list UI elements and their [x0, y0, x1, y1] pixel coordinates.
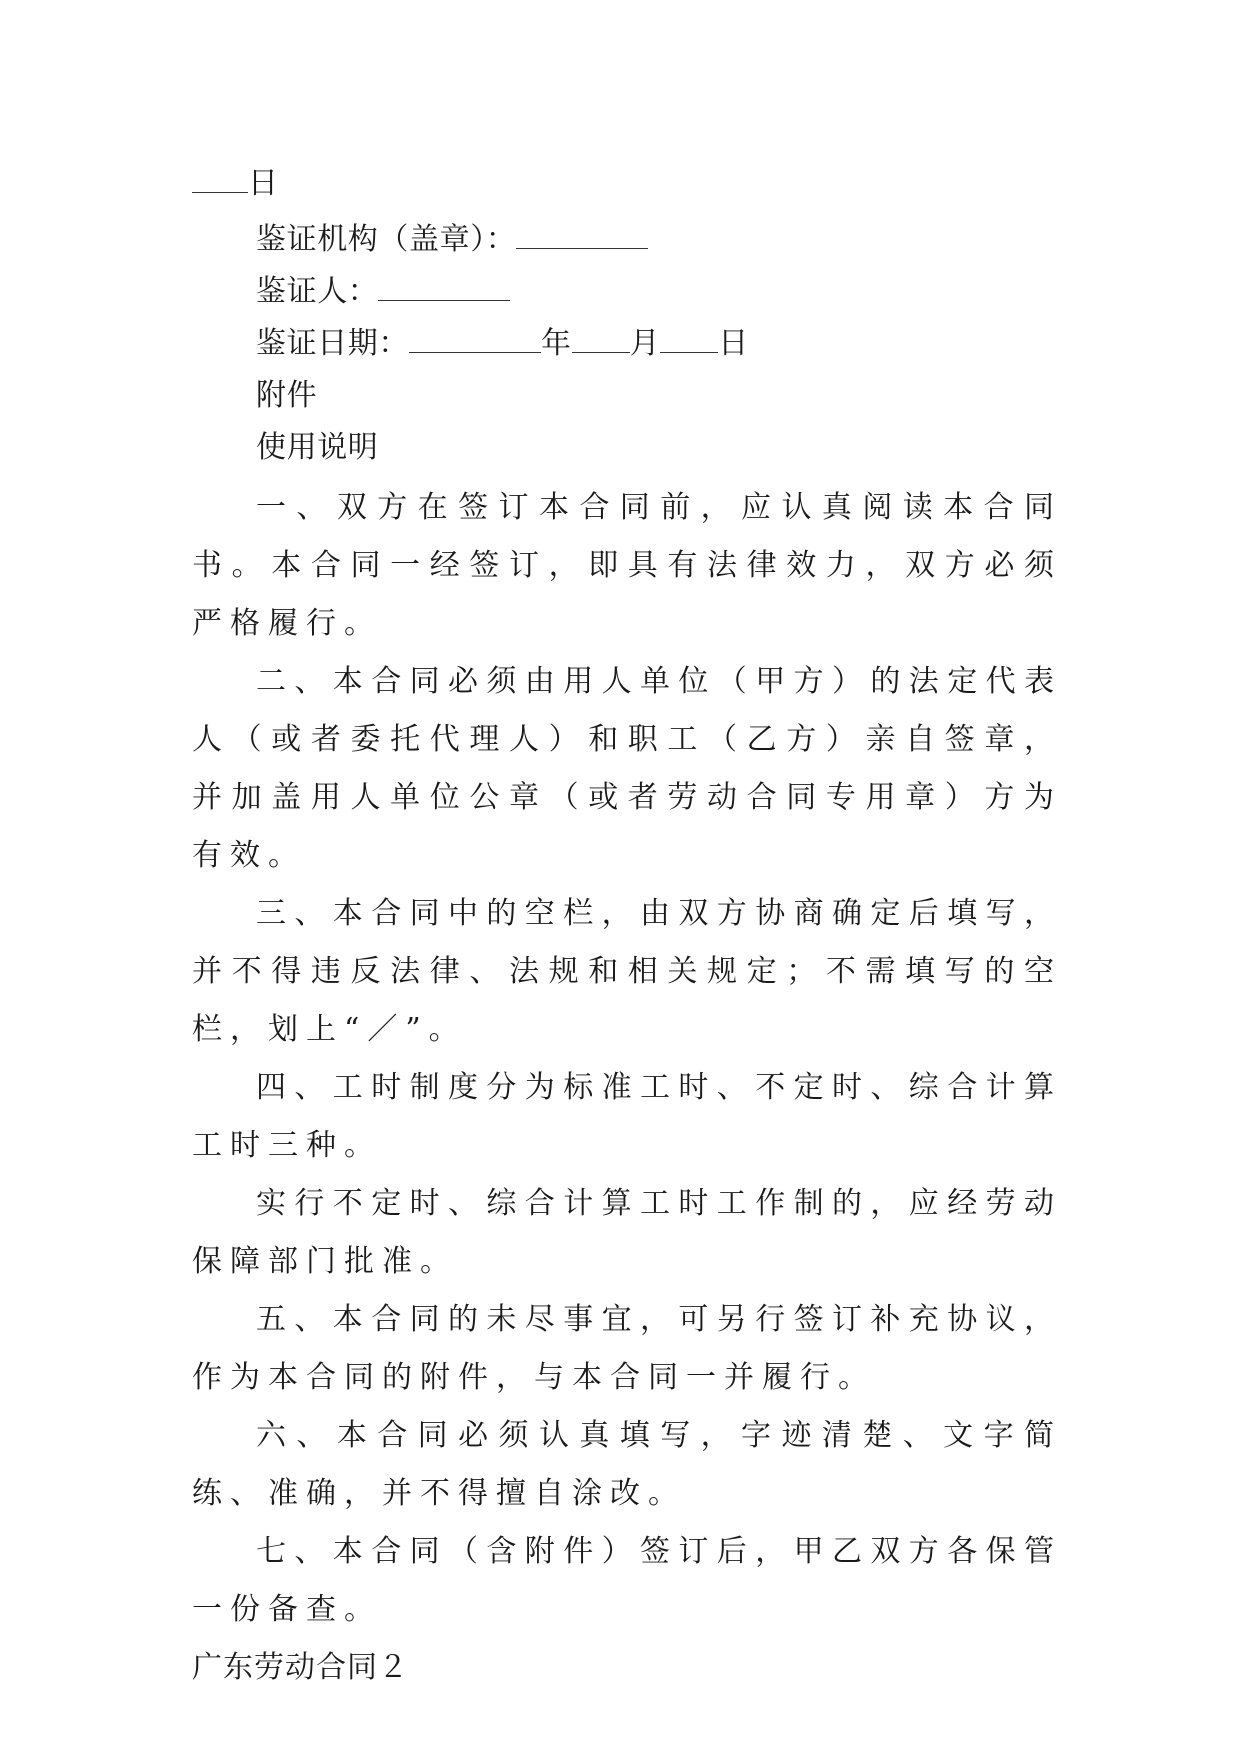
attachment-heading: 附件 — [256, 378, 318, 413]
next-contract-title: 广东劳动合同２ — [192, 1650, 409, 1685]
notary-org-line — [192, 219, 1062, 261]
instruction-paragraph-3: 三、本合同中的空栏，由双方协商确定后填写，并不得违反法律、法规和相关规定；不需填写的空栏，划上“／”。 — [192, 896, 1062, 1047]
day-suffix: 日 — [248, 166, 279, 201]
notary-person-label: 鉴证人： — [256, 274, 379, 309]
year-blank — [409, 324, 541, 353]
instruction-paragraph-2: 二、本合同必须由用人单位（甲方）的法定代表人（或者委托代理人）和职工（乙方）亲自签章，并加盖用人单位公章（或者劳动合同专用章）方为有效。 — [192, 664, 1062, 873]
instruction-paragraph-1: 一、双方在签订本合同前，应认真阅读本合同书。本合同一经签订，即具有法律效力，双方必须严格履行。 — [192, 490, 1062, 641]
instruction-paragraph-8: 七、本合同（含附件）签订后，甲乙双方各保管一份备查。 — [192, 1534, 1062, 1627]
usage-title: 使用说明 — [256, 430, 379, 465]
day-blank — [192, 164, 248, 193]
notary-person-line — [192, 271, 1062, 313]
notary-org-label: 鉴证机构（盖章）： — [256, 222, 517, 257]
document-body — [192, 163, 1062, 1705]
month-blank — [572, 324, 630, 353]
date-day-blank — [660, 324, 718, 353]
notary-date-label: 鉴证日期： — [256, 326, 409, 361]
instruction-paragraph-7: 六、本合同必须认真填写，字迹清楚、文字简练、准确，并不得擅自涂改。 — [192, 1418, 1062, 1511]
notary-person-blank — [378, 272, 510, 301]
year-label: 年 — [541, 326, 572, 361]
date-day-label: 日 — [718, 326, 749, 361]
notary-date-line — [192, 323, 1062, 365]
instruction-paragraph-5: 实行不定时、综合计算工时工作制的，应经劳动保障部门批准。 — [192, 1186, 1062, 1279]
instruction-paragraph-6: 五、本合同的未尽事宜，可另行签订补充协议，作为本合同的附件，与本合同一并履行。 — [192, 1302, 1062, 1395]
instruction-paragraph-4: 四、工时制度分为标准工时、不定时、综合计算工时三种。 — [192, 1070, 1062, 1163]
day-line — [192, 163, 1062, 205]
notary-org-blank — [516, 220, 648, 249]
month-label: 月 — [629, 326, 661, 361]
